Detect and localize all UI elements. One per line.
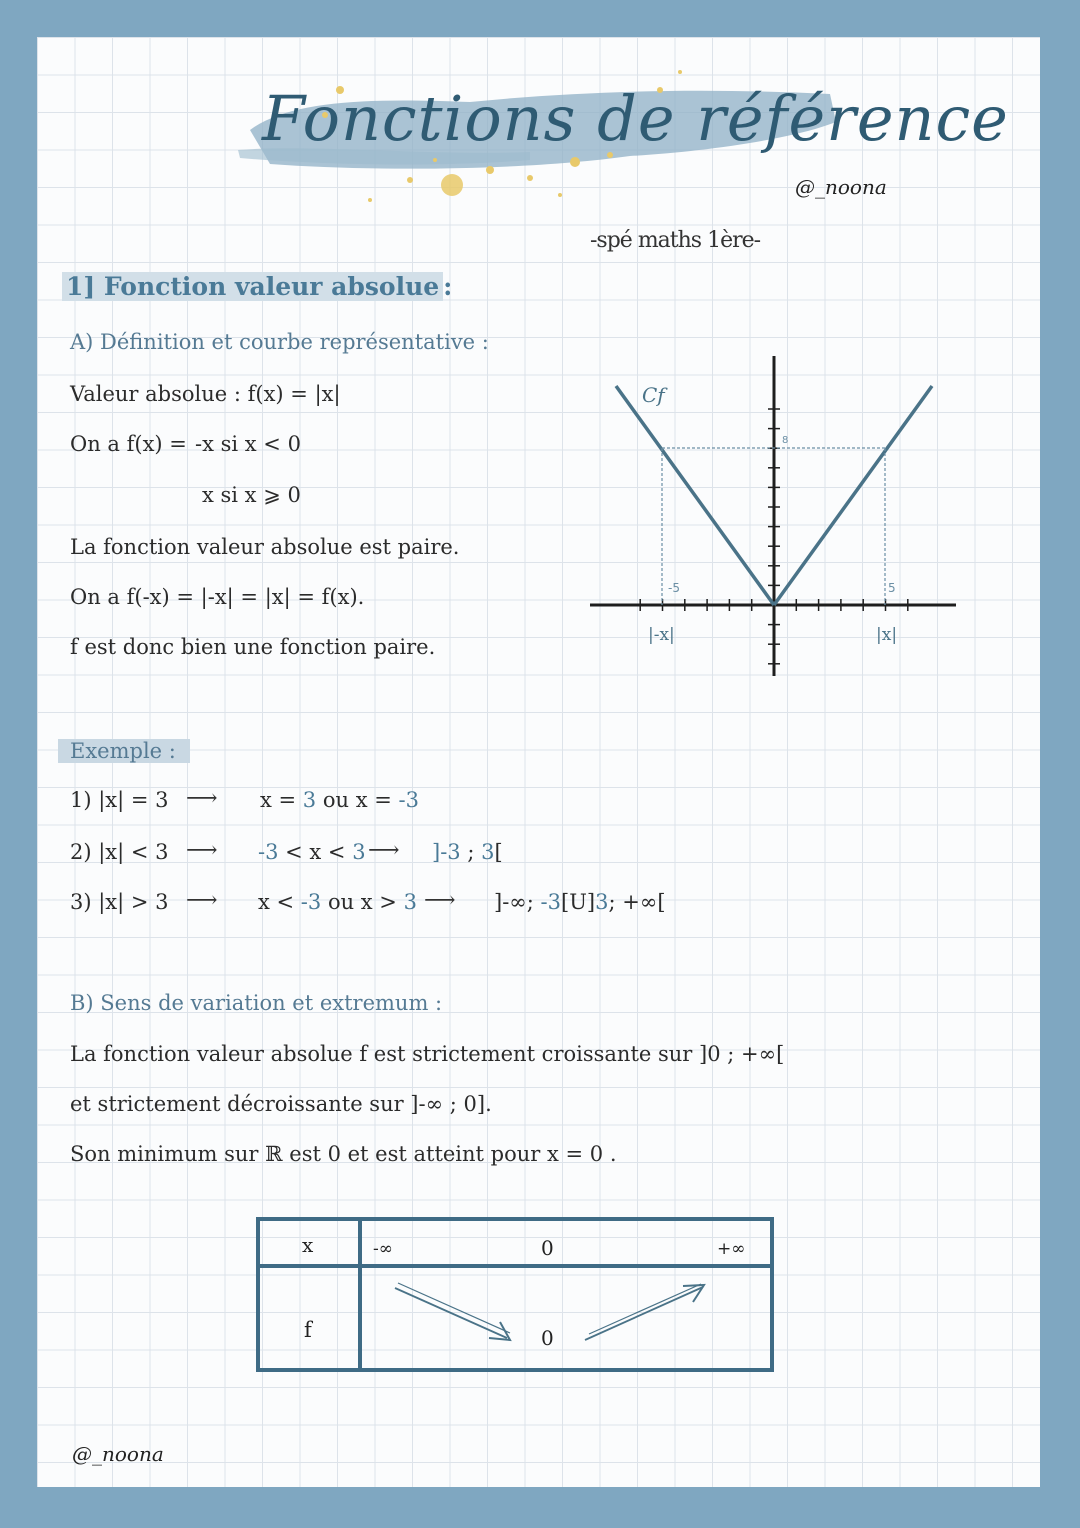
monotonic-decreasing: et strictement décroissante sur ]-∞ ; 0]. [70, 1092, 492, 1116]
piecewise-case-1: -x si x < 0 [195, 432, 301, 456]
variation-table [255, 1216, 777, 1376]
example-3-answer: x < -3 ou x > 3 [258, 890, 417, 914]
piecewise-intro: On a f(x) = [70, 432, 187, 456]
tick-label-left: -5 [668, 581, 680, 595]
arrow-icon: ⟶ [424, 888, 456, 913]
abs-value-graph [580, 350, 970, 685]
parity-statement: La fonction valeur absolue est paire. [70, 535, 460, 559]
author-handle-bottom: @_noona [72, 1442, 164, 1466]
parity-proof: On a f(-x) = |-x| = |x| = f(x). [70, 585, 365, 609]
arrow-icon: ⟶ [186, 786, 218, 811]
table-x-label: x [302, 1233, 314, 1257]
tick-label-y: 8 [782, 435, 789, 446]
tick-label-right: 5 [888, 581, 896, 595]
example-2-answer: -3 < x < 3 [258, 840, 366, 864]
table-x-neg-inf: -∞ [373, 1239, 393, 1259]
section-heading [62, 272, 452, 301]
minimum-statement: Son minimum sur ℝ est 0 et est atteint pour x = 0 . [70, 1142, 617, 1166]
label-abs-x: |x| [876, 625, 898, 645]
curve-left-branch [616, 386, 774, 605]
subsection-a-heading: A) Définition et courbe représentative : [70, 330, 489, 354]
table-f-min: 0 [541, 1326, 554, 1350]
example-1-question: 1) |x| = 3 [70, 788, 169, 812]
subtitle: -spé maths 1ère- [590, 228, 761, 253]
example-2-interval: ]-3 ; 3[ [432, 840, 503, 864]
example-1-answer: x = 3 ou x = -3 [260, 788, 419, 812]
example-2-question: 2) |x| < 3 [70, 840, 169, 864]
increasing-arrow [585, 1287, 703, 1340]
example-3-interval: ]-∞; -3[U]3; +∞[ [494, 890, 666, 914]
arrow-icon: ⟶ [186, 888, 218, 913]
example-3-question: 3) |x| > 3 [70, 890, 169, 914]
section-heading-text: 1] Fonction valeur absolue [62, 272, 443, 301]
definition-line: Valeur absolue : f(x) = |x| [70, 382, 341, 406]
table-x-pos-inf: +∞ [717, 1239, 746, 1259]
piecewise-case-2: x si x ⩾ 0 [202, 483, 301, 507]
section-heading-colon: : [443, 272, 453, 301]
author-handle-top: @_noona [795, 175, 887, 199]
page-title: Fonctions de référence [262, 82, 1009, 155]
curve-right-branch [774, 386, 932, 605]
decreasing-arrow [395, 1288, 507, 1338]
subsection-b-heading: B) Sens de variation et extremum : [70, 991, 443, 1015]
arrow-icon: ⟶ [368, 838, 400, 863]
table-border [258, 1219, 772, 1370]
arrow-icon: ⟶ [186, 838, 218, 863]
table-x-zero: 0 [541, 1236, 554, 1260]
curve-label: Cf [642, 383, 665, 407]
label-abs-neg-x: |-x| [648, 625, 675, 645]
example-label: Exemple : [58, 739, 190, 763]
monotonic-increasing: La fonction valeur absolue f est strictement croissante sur ]0 ; +∞[ [70, 1042, 785, 1066]
parity-conclusion: f est donc bien une fonction paire. [70, 635, 436, 659]
table-f-label: f [304, 1318, 312, 1342]
